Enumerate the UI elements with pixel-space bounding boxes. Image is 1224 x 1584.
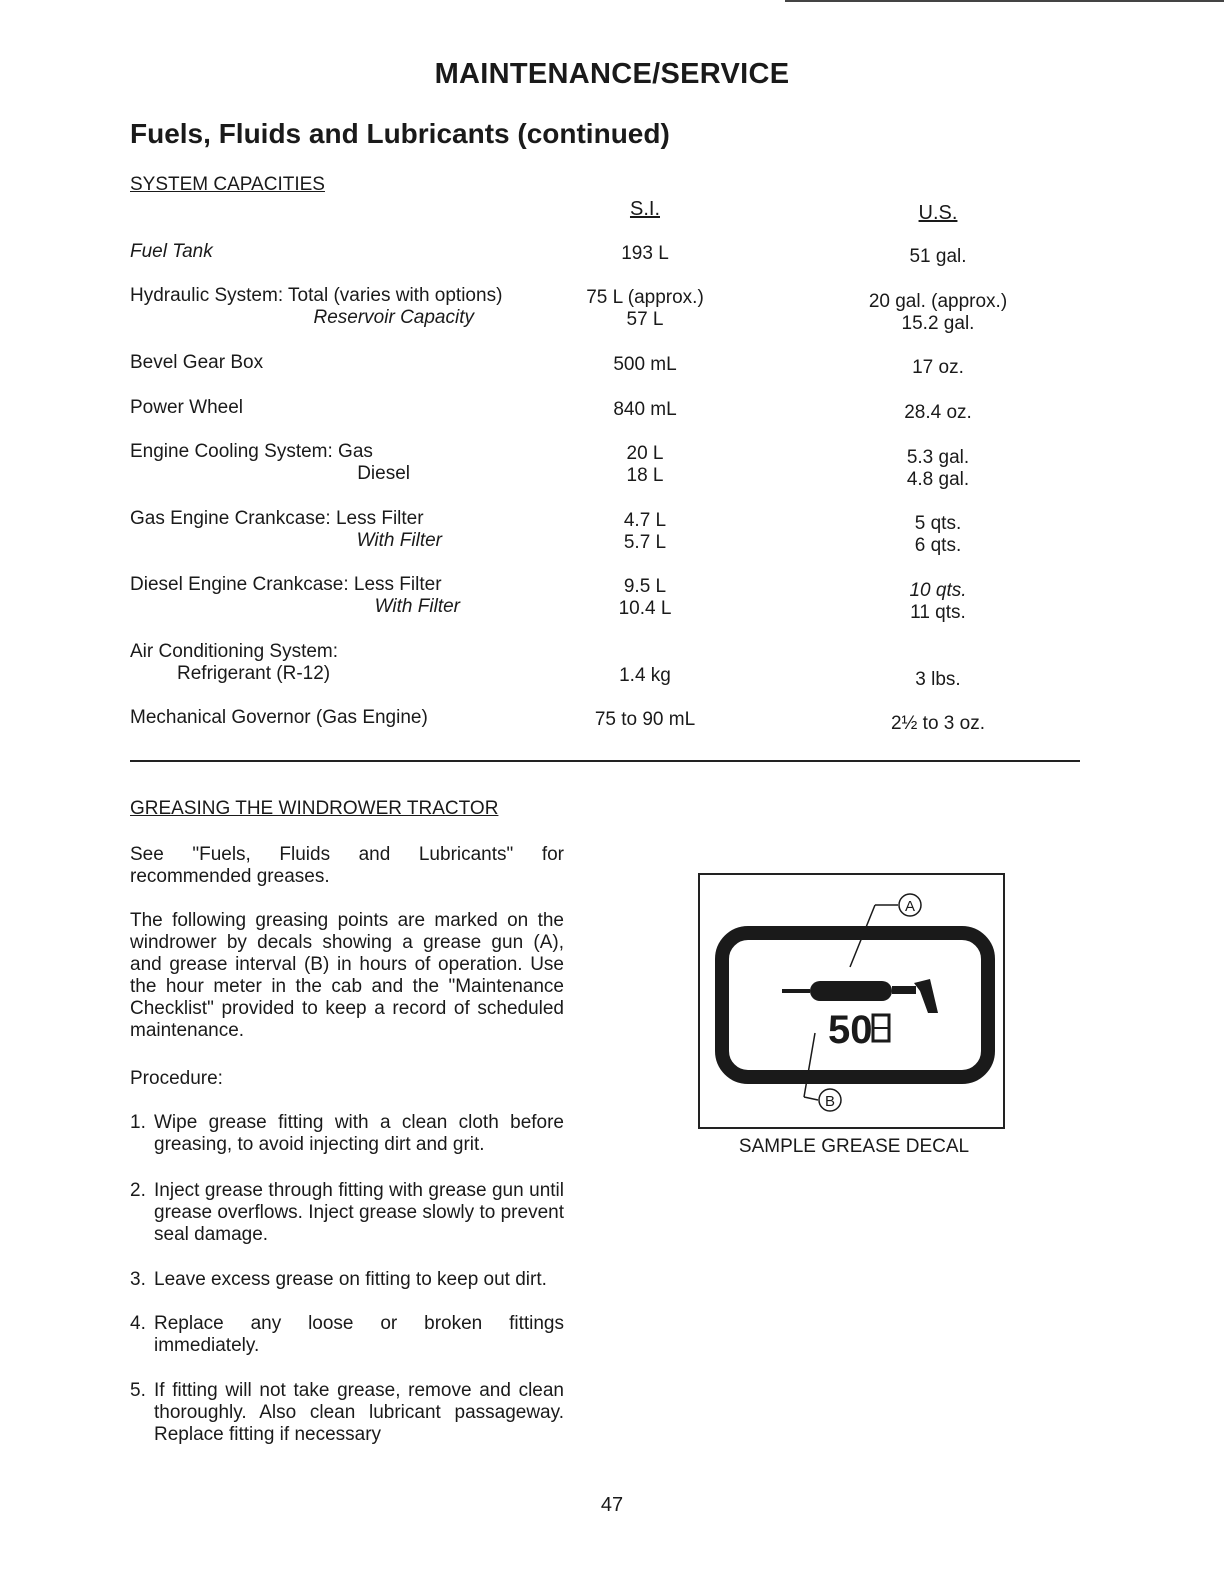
top-rule [785, 0, 1224, 2]
procedure-step: 3. Leave excess grease on fitting to keep out dirt. [130, 1269, 547, 1290]
row-us: 20 gal. (approx.) 15.2 gal. [868, 291, 1008, 334]
procedure-step: 1. Wipe grease fitting with a clean cloth before greasing, to avoid injecting dirt and grit. [130, 1112, 564, 1155]
section-title: Fuels, Fluids and Lubricants (continued) [130, 118, 670, 149]
row-si: 840 mL [613, 399, 677, 420]
row-us: 2½ to 3 oz. [890, 713, 985, 734]
procedure-step: 5. If fitting will not take grease, remove and clean thoroughly. Also clean lubricant passageway. Replace fitting if necessary [130, 1380, 564, 1445]
decal-interval-number: 50 [828, 1008, 873, 1052]
row-label: Power Wheel [130, 397, 243, 418]
capacities-heading: SYSTEM CAPACITIES [130, 174, 325, 195]
row-us: 10 qts. 11 qts. [909, 580, 967, 623]
row-si: 500 mL [613, 354, 677, 375]
row-si: 75 L (approx.) 57 L [586, 287, 704, 330]
callout-b-leader [804, 1033, 818, 1100]
grease-decal-illustration [700, 875, 1003, 1127]
row-si: 20 L 18 L [626, 443, 664, 486]
callout-a-label: A [904, 898, 916, 915]
row-us: 28.4 oz. [904, 402, 972, 423]
col-us-header: U.S. [918, 202, 958, 224]
procedure-label: Procedure: [130, 1068, 223, 1089]
section-divider [130, 760, 1080, 762]
row-us: 5.3 gal. 4.8 gal. [906, 447, 970, 490]
procedure-step: 2. Inject grease through fitting with grease gun until grease overflows. Inject grease slowly to prevent seal damage. [130, 1180, 564, 1245]
row-label: Hydraulic System: Total (varies with options) Reservoir Capacity [130, 285, 503, 328]
callout-b-label: B [824, 1093, 836, 1110]
row-si: 1.4 kg [619, 665, 671, 686]
row-label: Bevel Gear Box [130, 352, 264, 373]
grease-decal-figure [698, 873, 1005, 1129]
row-label: Gas Engine Crankcase: Less Filter With Filter [130, 508, 442, 551]
decal-caption: SAMPLE GREASE DECAL [738, 1136, 970, 1157]
row-label: Fuel Tank [130, 241, 213, 262]
row-si: 4.7 L 5.7 L [623, 510, 667, 553]
col-si-header: S.I. [629, 198, 660, 220]
hourglass-icon [873, 1015, 889, 1041]
row-label: Diesel Engine Crankcase: Less Filter With Filter [130, 574, 460, 617]
row-label: Engine Cooling System: Gas Diesel [130, 441, 410, 484]
row-us: 51 gal. [909, 246, 967, 267]
page-number: 47 [600, 1494, 624, 1516]
row-label: Air Conditioning System: Refrigerant (R-12) [130, 641, 339, 684]
row-us: 3 lbs. [915, 669, 961, 690]
greasing-paragraph-1: See "Fuels, Fluids and Lubricants" for recommended greases. [130, 844, 564, 887]
row-us: 5 qts. 6 qts. [914, 513, 962, 556]
procedure-step: 4. Replace any loose or broken fittings immediately. [130, 1313, 564, 1356]
row-label: Mechanical Governor (Gas Engine) [130, 707, 428, 728]
page-header: MAINTENANCE/SERVICE [434, 58, 790, 90]
row-si: 9.5 L 10.4 L [618, 576, 672, 619]
row-si: 193 L [621, 243, 669, 264]
row-si: 75 to 90 mL [594, 709, 696, 730]
greasing-heading: GREASING THE WINDROWER TRACTOR [130, 798, 499, 819]
greasing-paragraph-2: The following greasing points are marked on the windrower by decals showing a grease gun (A), and grease interval (B) in hours of operation. Use the hour meter in the cab and the "Maintenance Checklist" provided to keep a record of scheduled maintenance. [130, 910, 564, 1041]
row-us: 17 oz. [912, 357, 964, 378]
